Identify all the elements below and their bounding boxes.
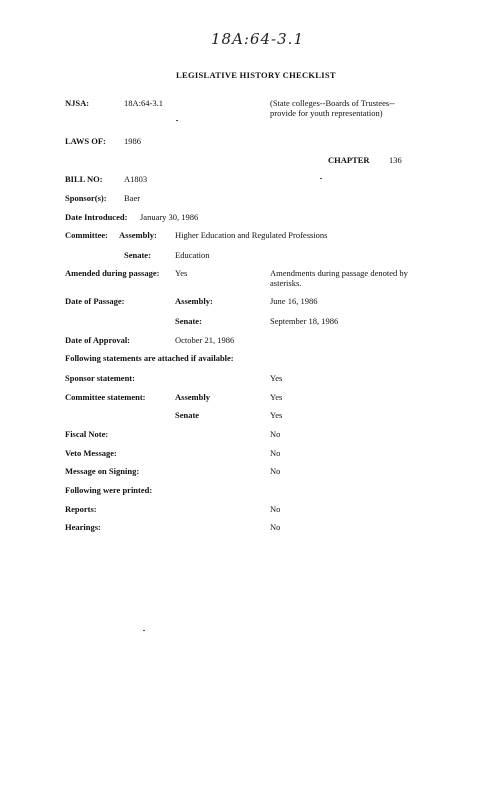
committee-assembly-value: Higher Education and Regulated Professions	[175, 230, 328, 240]
njsa-value: 18A:64-3.1	[124, 98, 163, 108]
hearings-label: Hearings:	[65, 522, 101, 532]
committee-statement-assembly-value: Yes	[270, 392, 283, 402]
bill-no-label: BILL NO:	[65, 174, 103, 184]
page-title: LEGISLATIVE HISTORY CHECKLIST	[176, 70, 336, 80]
sponsor-statement-label: Sponsor statement:	[65, 373, 135, 383]
chapter-label: CHAPTER	[328, 155, 370, 165]
date-of-approval-value: October 21, 1986	[175, 335, 235, 345]
bill-no-value: A1803	[124, 174, 148, 184]
amended-note: Amendments during passage denoted by asterisks.	[270, 268, 408, 288]
message-on-signing-label: Message on Signing:	[65, 466, 140, 476]
laws-of-value: 1986	[124, 136, 141, 146]
committee-assembly-label: Assembly:	[119, 230, 157, 240]
scan-speck	[176, 120, 178, 121]
date-of-approval-label: Date of Approval:	[65, 335, 131, 345]
printed-heading: Following were printed:	[65, 485, 153, 495]
veto-message-label: Veto Message:	[65, 448, 117, 458]
reports-label: Reports:	[65, 504, 97, 514]
scan-speck	[320, 178, 322, 179]
sponsor-label: Sponsor(s):	[65, 193, 107, 203]
reports-value: No	[270, 504, 281, 514]
passage-assembly-value: June 16, 1986	[270, 296, 318, 306]
committee-senate-label: Senate:	[124, 250, 151, 260]
fiscal-note-label: Fiscal Note:	[65, 429, 109, 439]
njsa-label: NJSA:	[65, 98, 90, 108]
hearings-value: No	[270, 522, 281, 532]
njsa-description: (State colleges--Boards of Trustees--provide for youth representation)	[270, 98, 395, 118]
date-introduced-value: January 30, 1986	[140, 212, 199, 222]
amended-label: Amended during passage:	[65, 268, 160, 278]
chapter-value: 136	[389, 155, 402, 165]
committee-senate-value: Education	[175, 250, 210, 260]
fiscal-note-value: No	[270, 429, 281, 439]
committee-statement-senate-label: Senate	[175, 410, 200, 420]
passage-assembly-label: Assembly:	[175, 296, 213, 306]
sponsor-statement-value: Yes	[270, 373, 283, 383]
committee-statement-senate-value: Yes	[270, 410, 283, 420]
date-of-passage-label: Date of Passage:	[65, 296, 125, 306]
handwritten-reference: 18A:64-3.1	[211, 30, 304, 48]
laws-of-label: LAWS OF:	[65, 136, 106, 146]
passage-senate-value: September 18, 1986	[270, 316, 339, 326]
committee-statement-assembly-label: Assembly	[175, 392, 210, 402]
veto-message-value: No	[270, 448, 281, 458]
sponsor-value: Baer	[124, 193, 141, 203]
date-introduced-label: Date Introduced:	[65, 212, 128, 222]
passage-senate-label: Senate:	[175, 316, 202, 326]
amended-value: Yes	[175, 268, 188, 278]
message-on-signing-value: No	[270, 466, 281, 476]
committee-statement-label: Committee statement:	[65, 392, 146, 402]
committee-label: Committee:	[65, 230, 108, 240]
scan-speck	[143, 630, 145, 631]
attached-statements-heading: Following statements are attached if available:	[65, 353, 234, 363]
